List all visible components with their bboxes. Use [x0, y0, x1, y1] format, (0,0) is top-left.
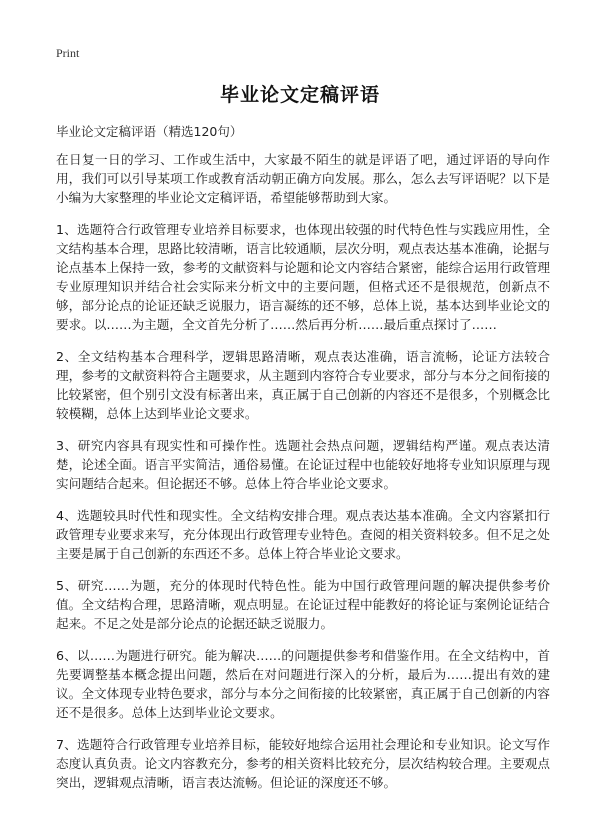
comment-paragraph-5: 5、研究……为题，充分的体现时代特色性。能为中国行政管理问题的解决提供参考价值。全文结构合理，思路清晰，观点明显。在论证过程中能教好的将论证与案例论证结合起来。不足之处是部分论点的论据还缺乏说服力。 — [56, 578, 550, 631]
comment-paragraph-6: 6、以……为题进行研究。能为解决……的问题提供参考和借鉴作用。在全文结构中，首先要调整基本概念提出问题，然后在对问题进行深入的分析，最后为……提出有效的建议。全文体现专业特色要求，部分与本分之间衔接的比较紧密，真正属于自己创新的内容还不是很多。总体上达到毕业论文要求。 — [56, 648, 550, 720]
page-title: 毕业论文定稿评语 — [219, 84, 380, 106]
intro-paragraph: 在日复一日的学习、工作或生活中，大家最不陌生的就是评语了吧，通过评语的导向作用，我们可以引导某项工作或教育活动朝正确方向发展。那么，怎么去写评语呢？以下是小编为大家整理的毕业论文定稿评语，希望能够帮助到大家。 — [56, 152, 550, 205]
document-body — [56, 150, 550, 805]
comment-paragraph-4: 4、选题较具时代性和现实性。全文结构安排合理。观点表达基本准确。全文内容紧扣行政管理专业要求来写，充分体现出行政管理专业特色。查阅的相关资料较多。但不足之处主要是属于自己创新的东西还不多。总体上符合毕业论文要求。 — [56, 508, 550, 561]
subtitle: 毕业论文定稿评语（精选120句） — [56, 124, 243, 139]
comment-paragraph-1: 1、选题符合行政管理专业培养目标要求，也体现出较强的时代特色性与实践应用性，全文结构基本合理，思路比较清晰，语言比较通顺，层次分明，观点表达基本准确，论据与论点基本上保持一致，参考的文献资料与论题和论文内容结合紧密，能综合运用行政管理专业原理知识并结合社会实际来分析文中的主要问题，但格式还不是很规范，创新点不够，部分论点的论证还缺乏说服力，语言凝练的还不够，总体上说，基本达到毕业论文的要求。以……为主题，全文首先分析了……然后再分析……最后重点探讨了…… — [56, 222, 550, 332]
comment-paragraph-2: 2、全文结构基本合理科学，逻辑思路清晰，观点表达准确，语言流畅，论证方法较合理，参考的文献资料符合主题要求，从主题到内容符合专业要求，部分与本分之间衔接的比较紧密，但个别引文没有标著出来，真正属于自己创新的内容还不是很多，个别概念比较模糊，总体上达到毕业论文要求。 — [56, 349, 550, 421]
print-label: Print — [56, 46, 80, 60]
comment-paragraph-7: 7、选题符合行政管理专业培养目标，能较好地综合运用社会理论和专业知识。论文写作态度认真负责。论文内容教充分，参考的相关资料比较充分，层次结构较合理。主要观点突出，逻辑观点清晰，语言表达流畅。但论证的深度还不够。 — [56, 737, 550, 790]
comment-paragraph-3: 3、研究内容具有现实性和可操作性。选题社会热点问题，逻辑结构严谨。观点表达清楚，论述全面。语言平实简洁，通俗易懂。在论证过程中也能较好地将专业知识原理与现实问题结合起来。但论据还不够。总体上符合毕业论文要求。 — [56, 438, 550, 491]
